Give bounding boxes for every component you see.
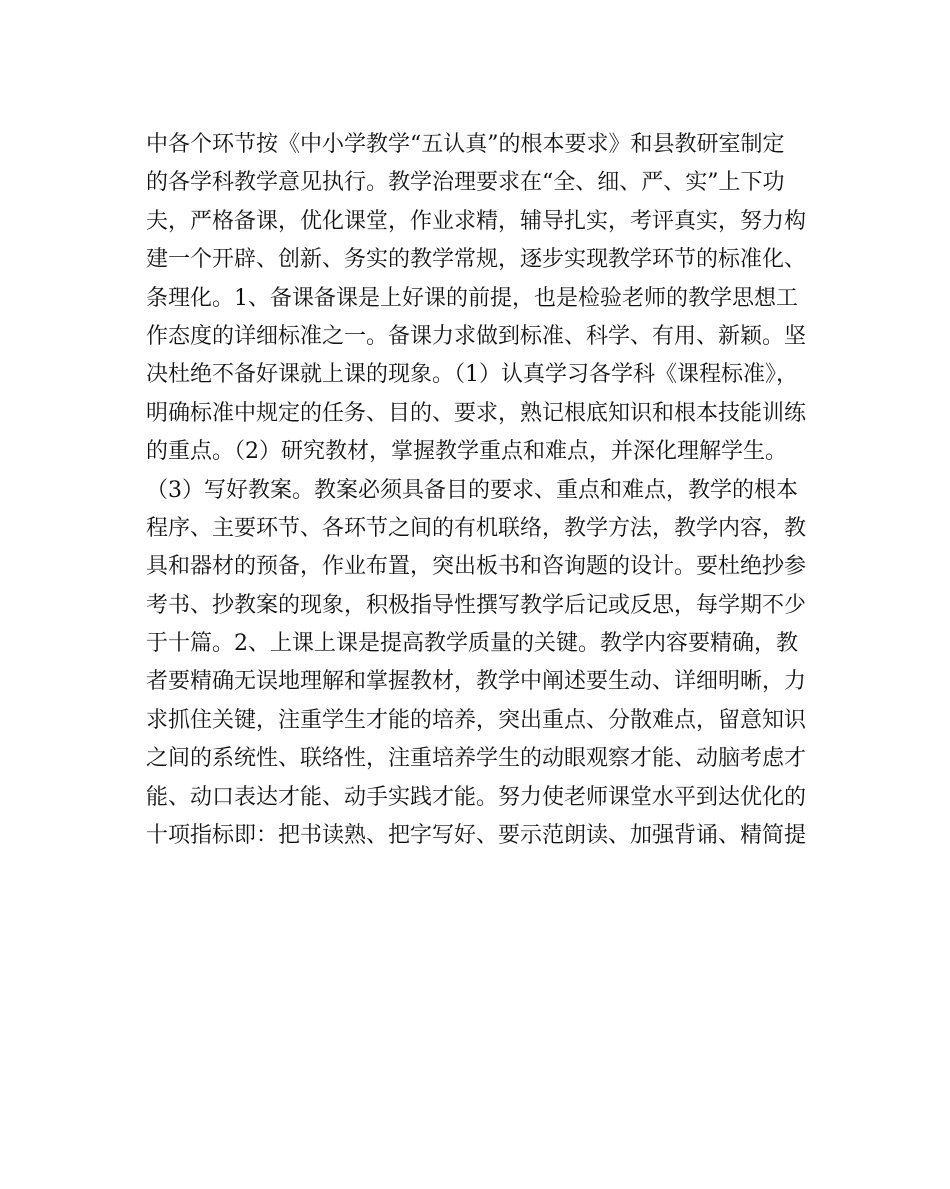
text-line: 考书、抄教案的现象，积极指导性撰写教学后记或反思，每学期不少 <box>146 592 807 618</box>
text-line: 的重点。（2）研究教材，掌握教学重点和难点，并深化理解学生。 <box>146 439 787 465</box>
text-line: 能、动口表达才能、动手实践才能。努力使老师课堂水平到达优化的 <box>146 784 807 810</box>
text-line: 中各个环节按《中小学教学“五认真”的根本要求》和县教研室制定 <box>146 132 785 157</box>
text-line: 明确标准中规定的任务、目的、要求，熟记根底知识和根本技能训练 <box>146 400 807 426</box>
text-line: 决杜绝不备好课就上课的现象。（1）认真学习各学科《课程标准》， <box>146 362 798 388</box>
text-line: 之间的系统性、联络性，注重培养学生的动眼观察才能、动脑考虑才 <box>146 746 807 772</box>
text-line: 条理化。1、备课备课是上好课的前提，也是检验老师的教学思想工 <box>146 285 798 311</box>
text-line: （3）写好教案。教案必须具备目的要求、重点和难点，教学的根本 <box>146 477 798 503</box>
body-text <box>146 126 806 855</box>
text-line: 具和器材的预备，作业布置，突出板书和咨询题的设计。要杜绝抄参 <box>146 554 807 580</box>
text-line: 十项指标即：把书读熟、把字写好、要示范朗读、加强背诵、精简提 <box>146 823 807 849</box>
text-line: 于十篇。2、上课上课是提高教学质量的关键。教学内容要精确，教 <box>146 631 798 657</box>
text-line: 求抓住关键，注重学生才能的培养，突出重点、分散难点，留意知识 <box>146 707 807 733</box>
text-line: 作态度的详细标准之一。备课力求做到标准、科学、有用、新颖。坚 <box>146 323 807 349</box>
text-line: 建一个开辟、创新、务实的教学常规，逐步实现教学环节的标准化、 <box>146 247 807 273</box>
text-line: 夫，严格备课，优化课堂，作业求精，辅导扎实，考评真实，努力构 <box>146 208 807 234</box>
text-line: 的各学科教学意见执行。教学治理要求在“全、细、严、实”上下功 <box>146 170 785 196</box>
text-line: 程序、主要环节、各环节之间的有机联络，教学方法，教学内容，教 <box>146 515 807 541</box>
text-line: 者要精确无误地理解和掌握教材，教学中阐述要生动、详细明晰，力 <box>146 669 807 695</box>
